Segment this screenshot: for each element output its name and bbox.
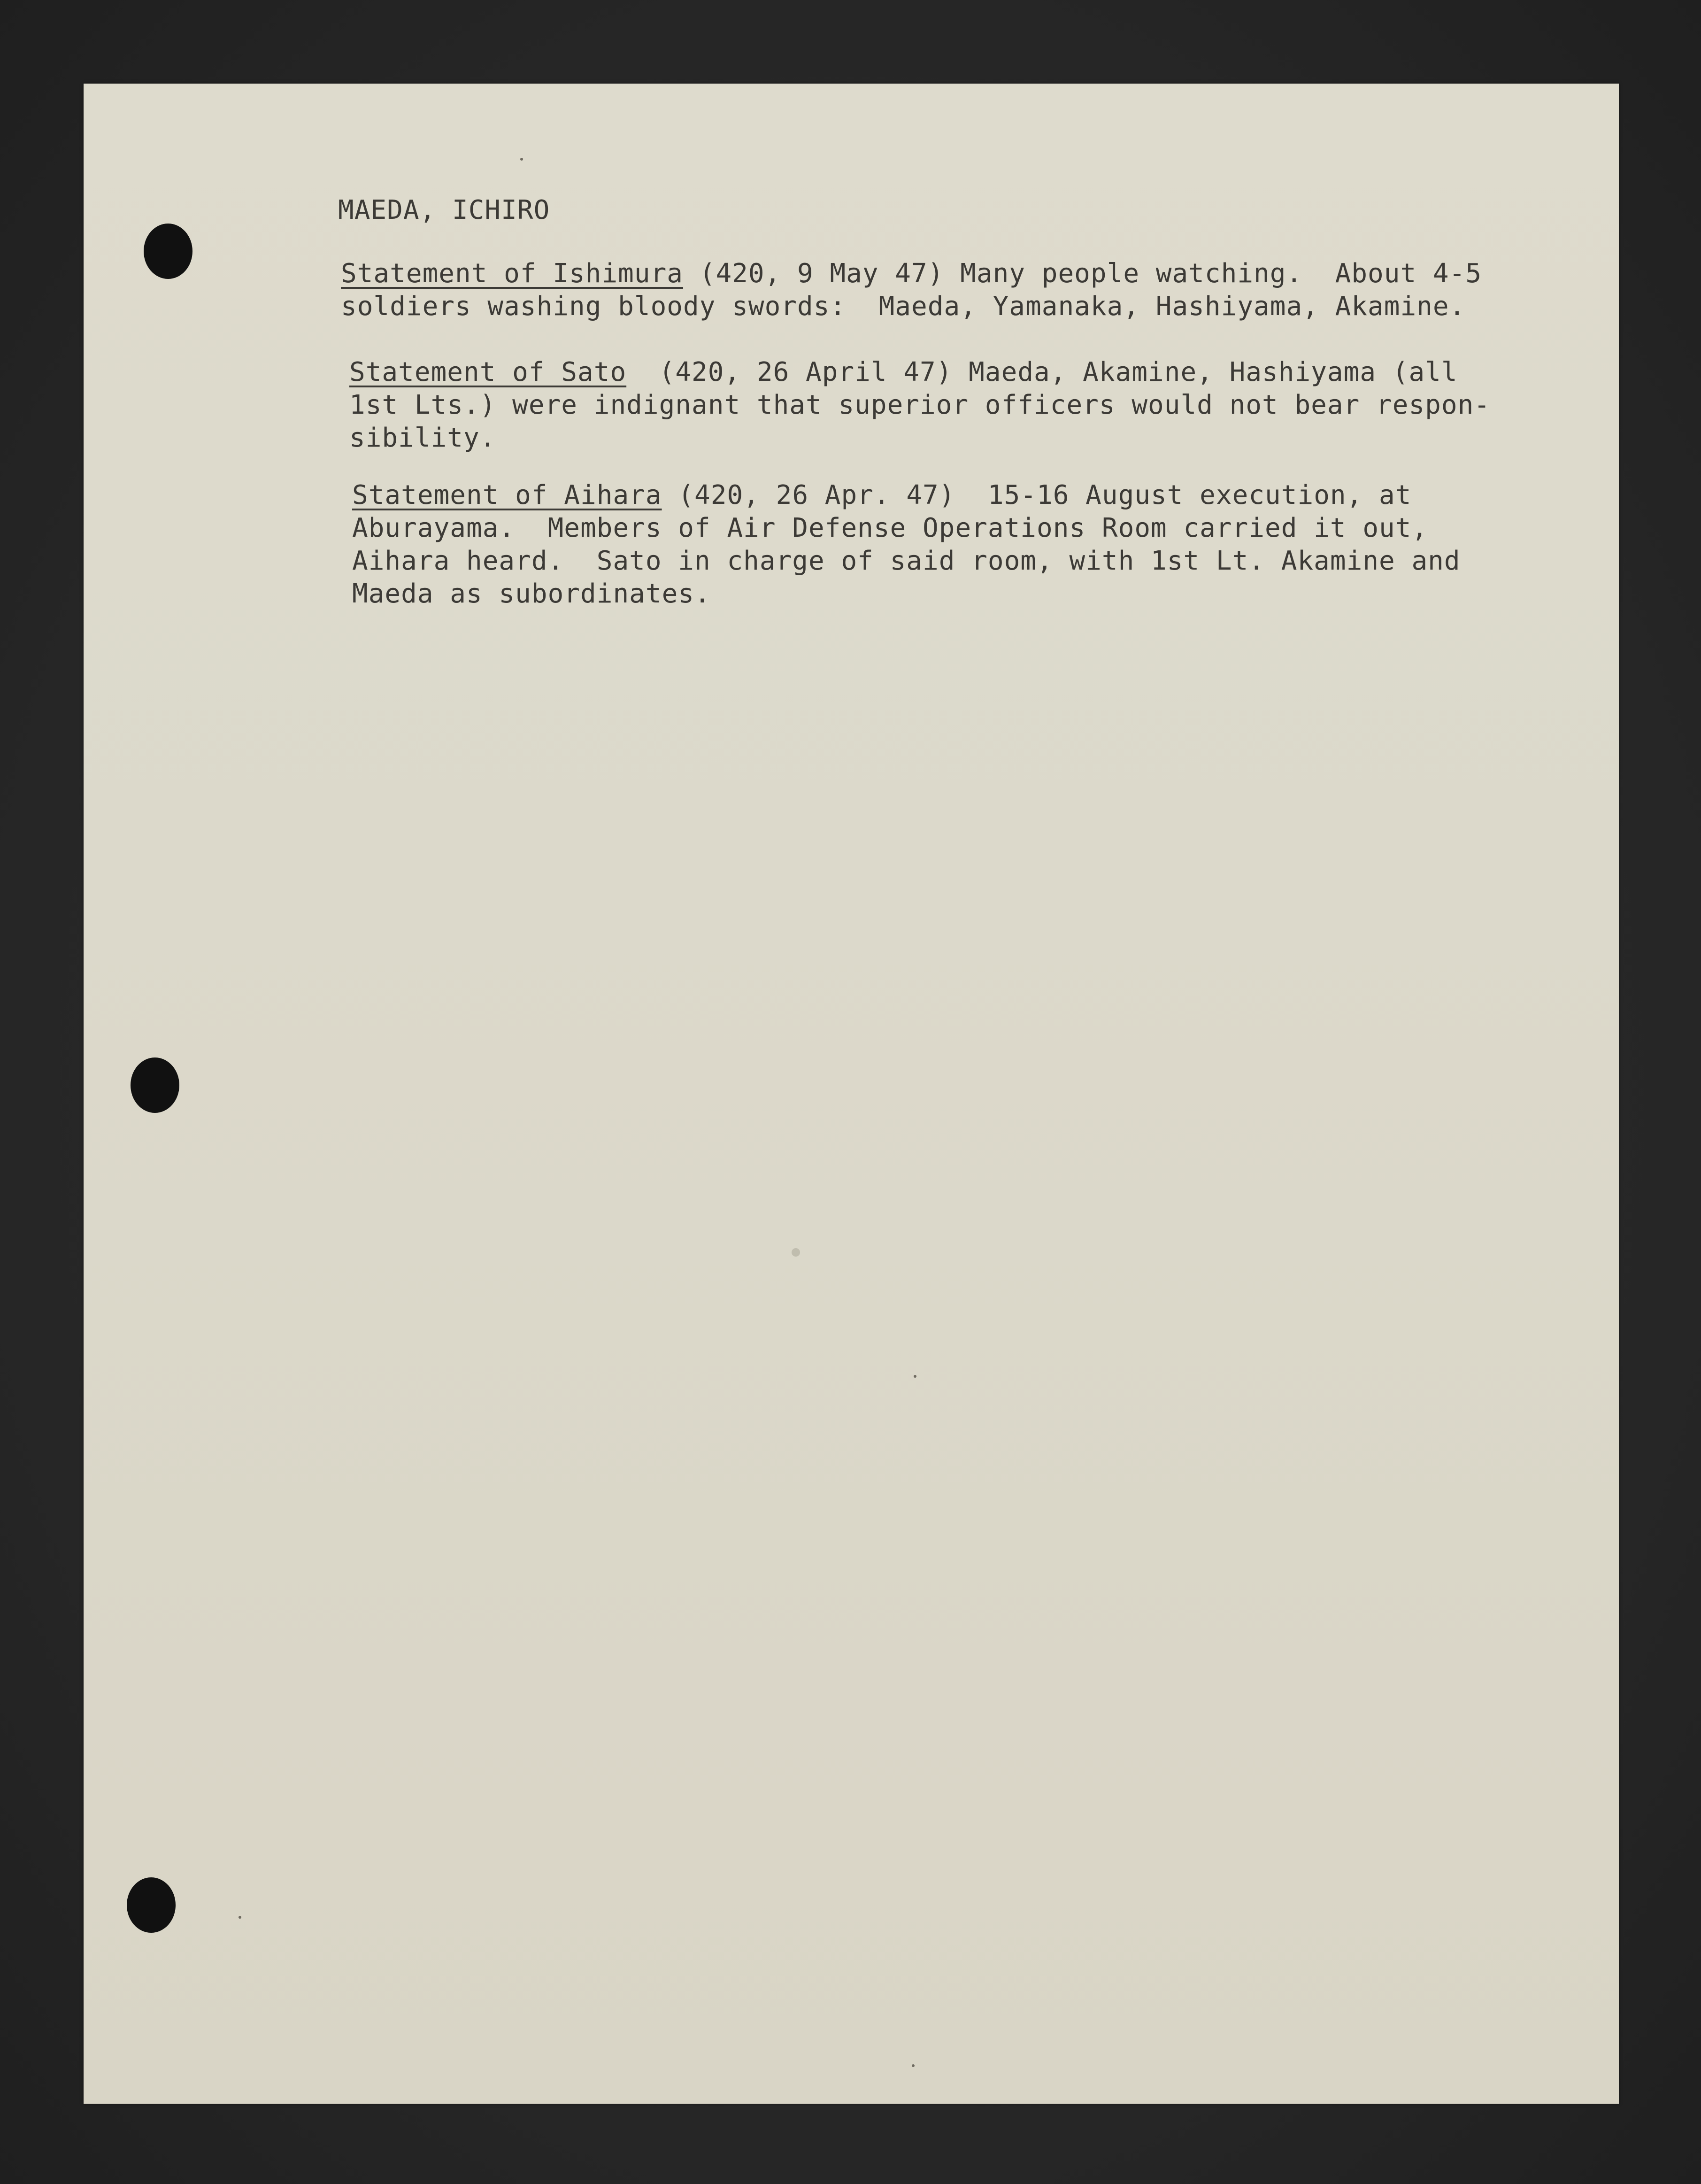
- statement-line: soldiers washing bloody swords: Maeda, Yamanaka, Hashiyama, Akamine.: [341, 291, 1466, 322]
- punch-hole-top: [144, 224, 192, 279]
- paper-speck: [520, 158, 523, 161]
- statement-title: Statement of Aihara: [352, 480, 662, 510]
- punch-hole-bottom: [127, 1877, 176, 1933]
- punch-hole-middle: [131, 1057, 179, 1113]
- statement-line: (420, 26 April 47) Maeda, Akamine, Hashiyama (all: [626, 357, 1458, 387]
- typed-page: [84, 84, 1619, 2104]
- statement-line: (420, 9 May 47) Many people watching. About 4-5: [683, 258, 1482, 289]
- statement-line: Aihara heard. Sato in charge of said room, with 1st Lt. Akamine and: [352, 546, 1461, 576]
- statement-line: Aburayama. Members of Air Defense Operations Room carried it out,: [352, 513, 1428, 543]
- statement-line: sibility.: [349, 423, 496, 453]
- statement-line: 1st Lts.) were indignant that superior officers would not bear respon-: [349, 390, 1491, 420]
- statement-line: Maeda as subordinates.: [352, 579, 711, 609]
- statement-line: (420, 26 Apr. 47) 15-16 August execution, at: [662, 480, 1412, 510]
- paper-speck: [239, 1916, 241, 1919]
- page-heading: MAEDA, ICHIRO: [338, 195, 550, 225]
- statement-aihara: [352, 479, 1461, 610]
- paper-speck: [912, 2064, 915, 2067]
- paper-speck: [792, 1248, 800, 1257]
- paper-speck: [914, 1375, 916, 1378]
- statement-title: Statement of Sato: [349, 357, 627, 387]
- statement-sato: [349, 356, 1490, 455]
- statement-title: Statement of Ishimura: [341, 258, 684, 289]
- statement-ishimura: [341, 257, 1482, 323]
